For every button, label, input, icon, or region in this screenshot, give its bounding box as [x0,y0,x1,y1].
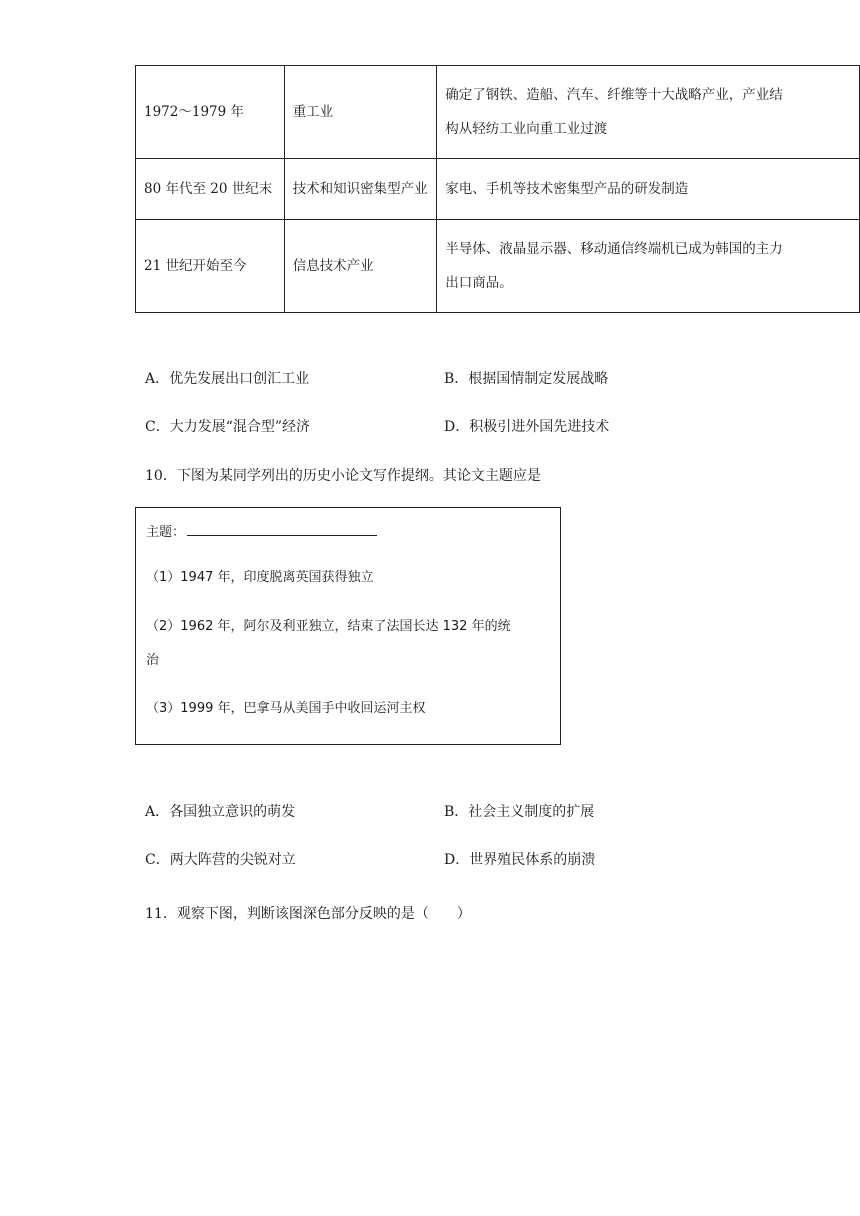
industry-stage-table [135,65,860,313]
table-row [136,220,860,313]
description-cell [437,66,860,159]
topic-label: 主题： [146,525,186,540]
q9-option-a[interactable]: A．优先发展出口创汇工业 [145,371,310,387]
description-line: 半导体、液晶显示器、移动通信终端机已成为韩国的主力 [445,241,783,257]
outline-item: （1）1947 年，印度脱离英国获得独立 [146,570,374,585]
q10-option-d[interactable]: D．世界殖民体系的崩溃 [444,852,596,868]
q11-stem: 11．观察下图，判断该图深色部分反映的是（ ） [145,906,471,922]
description-line: 出口商品。 [445,275,513,291]
table-row [136,159,860,220]
industry-cell: 技术和知识密集型产业 [284,159,437,220]
outline-topic [146,522,377,543]
industry-cell: 信息技术产业 [284,220,437,313]
table-row [136,66,860,159]
outline-item-continued: 治 [146,653,160,668]
description-cell [437,159,860,220]
q9-option-c[interactable]: C．大力发展“混合型”经济 [145,419,311,435]
period-cell: 1972～1979 年 [136,66,285,159]
description-line: 构从轻纺工业向重工业过渡 [445,121,608,137]
q10-option-b[interactable]: B．社会主义制度的扩展 [444,804,595,820]
description-line: 确定了钢铁、造船、汽车、纤维等十大战略产业，产业结 [445,87,783,103]
q10-option-a[interactable]: A．各国独立意识的萌发 [145,804,296,820]
q10-stem: 10．下图为某同学列出的历史小论文写作提纲。其论文主题应是 [145,468,541,484]
outline-item: （2）1962 年，阿尔及利亚独立，结束了法国长达 132 年的统 [146,619,511,634]
description-cell [437,220,860,313]
q9-option-b[interactable]: B．根据国情制定发展战略 [444,371,609,387]
essay-outline-box [135,507,561,745]
outline-item: （3）1999 年，巴拿马从美国手中收回运河主权 [146,701,426,716]
industry-cell: 重工业 [284,66,437,159]
topic-blank-line [187,522,377,536]
period-cell: 80 年代至 20 世纪末 [136,159,285,220]
period-cell: 21 世纪开始至今 [136,220,285,313]
q9-option-d[interactable]: D．积极引进外国先进技术 [444,419,610,435]
description-line: 家电、手机等技术密集型产品的研发制造 [445,181,689,197]
q10-option-c[interactable]: C．两大阵营的尖锐对立 [145,852,296,868]
